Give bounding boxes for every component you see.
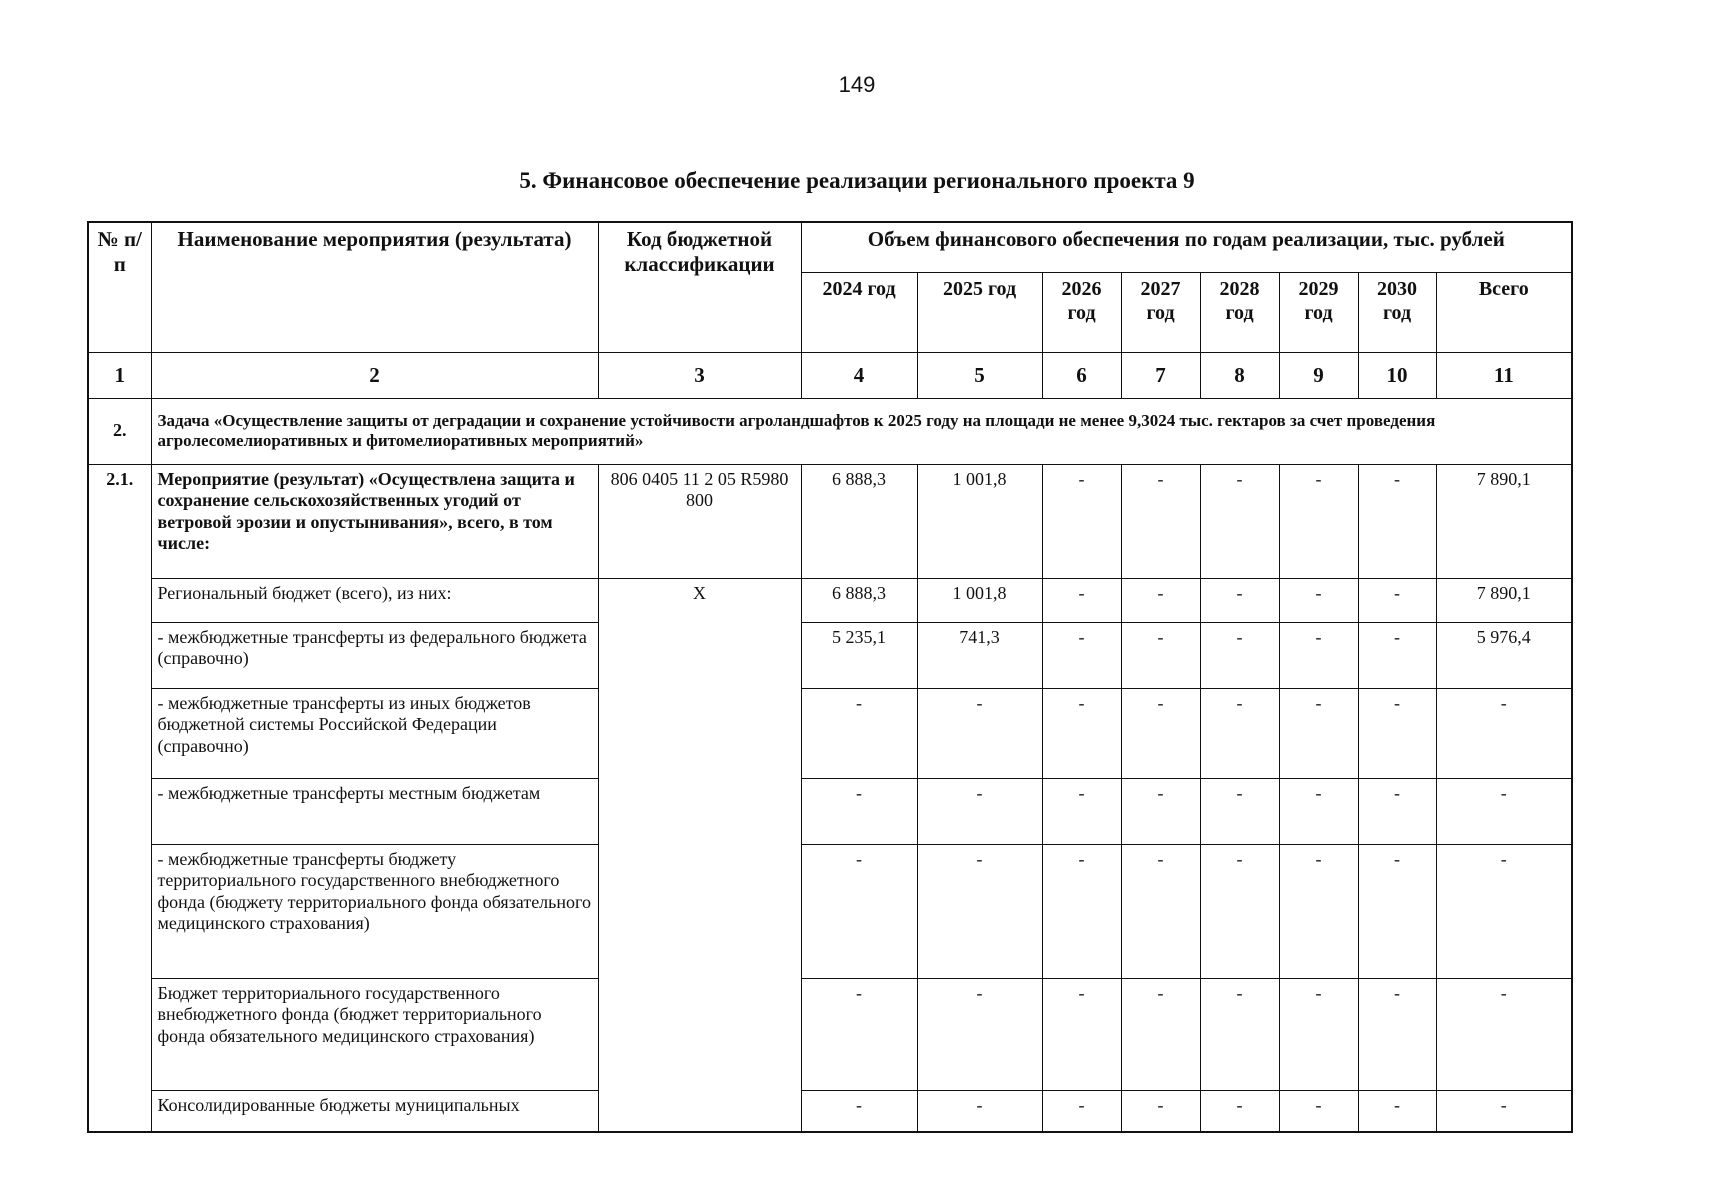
value-cell: - bbox=[1042, 978, 1121, 1090]
value-cell: - bbox=[1279, 978, 1358, 1090]
value-cell: 6 888,3 bbox=[801, 464, 917, 578]
measure-name: Мероприятие (результат) «Осуществлена защита и сохранение сельскохозяйственных угодий от ветровой эрозии и опустынивания», всего, в том числе: bbox=[151, 464, 598, 578]
value-cell: 5 976,4 bbox=[1436, 622, 1572, 688]
value-cell: 6 888,3 bbox=[801, 578, 917, 622]
value-cell: - bbox=[1042, 578, 1121, 622]
page-title: 5. Финансовое обеспечение реализации регионального проекта 9 bbox=[519, 168, 1195, 193]
value-cell: - bbox=[1279, 844, 1358, 978]
value-cell: - bbox=[1121, 578, 1200, 622]
value-cell: 741,3 bbox=[917, 622, 1042, 688]
value-cell: - bbox=[801, 1090, 917, 1132]
row-name: - межбюджетные трансферты из федерального бюджета (справочно) bbox=[151, 622, 598, 688]
header-year: 2027 год bbox=[1121, 272, 1200, 352]
header-year: 2025 год bbox=[917, 272, 1042, 352]
value-cell: - bbox=[1358, 622, 1436, 688]
value-cell: - bbox=[1436, 688, 1572, 778]
table-row bbox=[88, 778, 1572, 844]
column-number: 1 bbox=[88, 352, 151, 398]
value-cell: - bbox=[917, 844, 1042, 978]
row-name: - межбюджетные трансферты местным бюджетам bbox=[151, 778, 598, 844]
header-year: 2029 год bbox=[1279, 272, 1358, 352]
value-cell: - bbox=[801, 688, 917, 778]
value-cell: - bbox=[1121, 622, 1200, 688]
row-name: - межбюджетные трансферты бюджету территориального государственного внебюджетного фонда (бюджету территориального фонда обязательного медицинского страхования) bbox=[151, 844, 598, 978]
page-number: 149 bbox=[838, 72, 876, 97]
value-cell: - bbox=[1279, 688, 1358, 778]
value-cell: - bbox=[1279, 1090, 1358, 1132]
value-cell: - bbox=[1200, 844, 1279, 978]
table-row bbox=[88, 978, 1572, 1090]
header-year: 2026 год bbox=[1042, 272, 1121, 352]
value-cell: - bbox=[917, 1090, 1042, 1132]
value-cell: 7 890,1 bbox=[1436, 464, 1572, 578]
value-cell: - bbox=[1279, 622, 1358, 688]
column-number: 11 bbox=[1436, 352, 1572, 398]
value-cell: - bbox=[801, 778, 917, 844]
value-cell: - bbox=[1042, 622, 1121, 688]
value-cell: - bbox=[1121, 688, 1200, 778]
value-cell: - bbox=[1042, 778, 1121, 844]
column-number: 9 bbox=[1279, 352, 1358, 398]
value-cell: - bbox=[1042, 844, 1121, 978]
column-number: 6 bbox=[1042, 352, 1121, 398]
value-cell: - bbox=[1121, 464, 1200, 578]
value-cell: - bbox=[1436, 978, 1572, 1090]
value-cell: 5 235,1 bbox=[801, 622, 917, 688]
value-cell: - bbox=[1436, 844, 1572, 978]
value-cell: - bbox=[1042, 688, 1121, 778]
value-cell: - bbox=[1279, 578, 1358, 622]
table-row bbox=[88, 578, 1572, 622]
task-text: Задача «Осуществление защиты от деградации и сохранение устойчивости агроландшафтов к 2025 году на площади не менее 9,3024 тыс. гектаров за счет проведения агролесомелиоративных и фитомелиоративных мероприятий» bbox=[151, 398, 1572, 464]
row-name: Бюджет территориального государственного внебюджетного фонда (бюджет территориального фонда обязательного медицинского страхования) bbox=[151, 978, 598, 1090]
value-cell: - bbox=[917, 778, 1042, 844]
column-number: 8 bbox=[1200, 352, 1279, 398]
value-cell: - bbox=[1200, 1090, 1279, 1132]
row-name: Консолидированные бюджеты муниципальных bbox=[151, 1090, 598, 1132]
column-number: 7 bbox=[1121, 352, 1200, 398]
column-number: 5 bbox=[917, 352, 1042, 398]
value-cell: - bbox=[1436, 778, 1572, 844]
value-cell: - bbox=[1358, 1090, 1436, 1132]
table-row bbox=[88, 1090, 1572, 1132]
measure-code: 806 0405 11 2 05 R5980 800 bbox=[598, 464, 801, 578]
value-cell: - bbox=[917, 688, 1042, 778]
column-number: 4 bbox=[801, 352, 917, 398]
value-cell: - bbox=[1200, 622, 1279, 688]
value-cell: - bbox=[1200, 688, 1279, 778]
financing-table bbox=[87, 221, 1573, 1133]
column-number: 10 bbox=[1358, 352, 1436, 398]
value-cell: - bbox=[1358, 688, 1436, 778]
value-cell: - bbox=[1358, 464, 1436, 578]
value-cell: - bbox=[1042, 464, 1121, 578]
value-cell: - bbox=[1042, 1090, 1121, 1132]
header-year: 2030 год bbox=[1358, 272, 1436, 352]
value-cell: - bbox=[1121, 844, 1200, 978]
value-cell: - bbox=[801, 844, 917, 978]
value-cell: - bbox=[1121, 978, 1200, 1090]
value-cell: - bbox=[1358, 778, 1436, 844]
column-number: 3 bbox=[598, 352, 801, 398]
header-code: Код бюджетной классификации bbox=[598, 222, 801, 352]
value-cell: 1 001,8 bbox=[917, 464, 1042, 578]
table-row bbox=[88, 844, 1572, 978]
value-cell: - bbox=[1358, 844, 1436, 978]
value-cell: - bbox=[1358, 578, 1436, 622]
value-cell: - bbox=[801, 978, 917, 1090]
value-cell: - bbox=[1121, 778, 1200, 844]
value-cell: - bbox=[1279, 778, 1358, 844]
value-cell: 1 001,8 bbox=[917, 578, 1042, 622]
value-cell: - bbox=[1121, 1090, 1200, 1132]
header-volume: Объем финансового обеспечения по годам реализации, тыс. рублей bbox=[801, 222, 1572, 272]
measure-number: 2.1. bbox=[88, 464, 151, 1132]
measure-row bbox=[88, 464, 1572, 578]
value-cell: - bbox=[1358, 978, 1436, 1090]
value-cell: - bbox=[917, 978, 1042, 1090]
header-total: Всего bbox=[1436, 272, 1572, 352]
column-number: 2 bbox=[151, 352, 598, 398]
value-cell: - bbox=[1200, 464, 1279, 578]
task-row bbox=[88, 398, 1572, 464]
sub-code: Х bbox=[598, 578, 801, 1132]
header-year: 2024 год bbox=[801, 272, 917, 352]
column-numbers-row bbox=[88, 352, 1572, 398]
value-cell: - bbox=[1200, 578, 1279, 622]
table-row bbox=[88, 622, 1572, 688]
header-year: 2028 год bbox=[1200, 272, 1279, 352]
task-number: 2. bbox=[88, 398, 151, 464]
value-cell: - bbox=[1279, 464, 1358, 578]
header-name: Наименование мероприятия (результата) bbox=[151, 222, 598, 352]
value-cell: 7 890,1 bbox=[1436, 578, 1572, 622]
row-name: - межбюджетные трансферты из иных бюджетов бюджетной системы Российской Федерации (справочно) bbox=[151, 688, 598, 778]
header-num: № п/п bbox=[88, 222, 151, 352]
value-cell: - bbox=[1200, 778, 1279, 844]
value-cell: - bbox=[1436, 1090, 1572, 1132]
value-cell: - bbox=[1200, 978, 1279, 1090]
row-name: Региональный бюджет (всего), из них: bbox=[151, 578, 598, 622]
table-row bbox=[88, 688, 1572, 778]
